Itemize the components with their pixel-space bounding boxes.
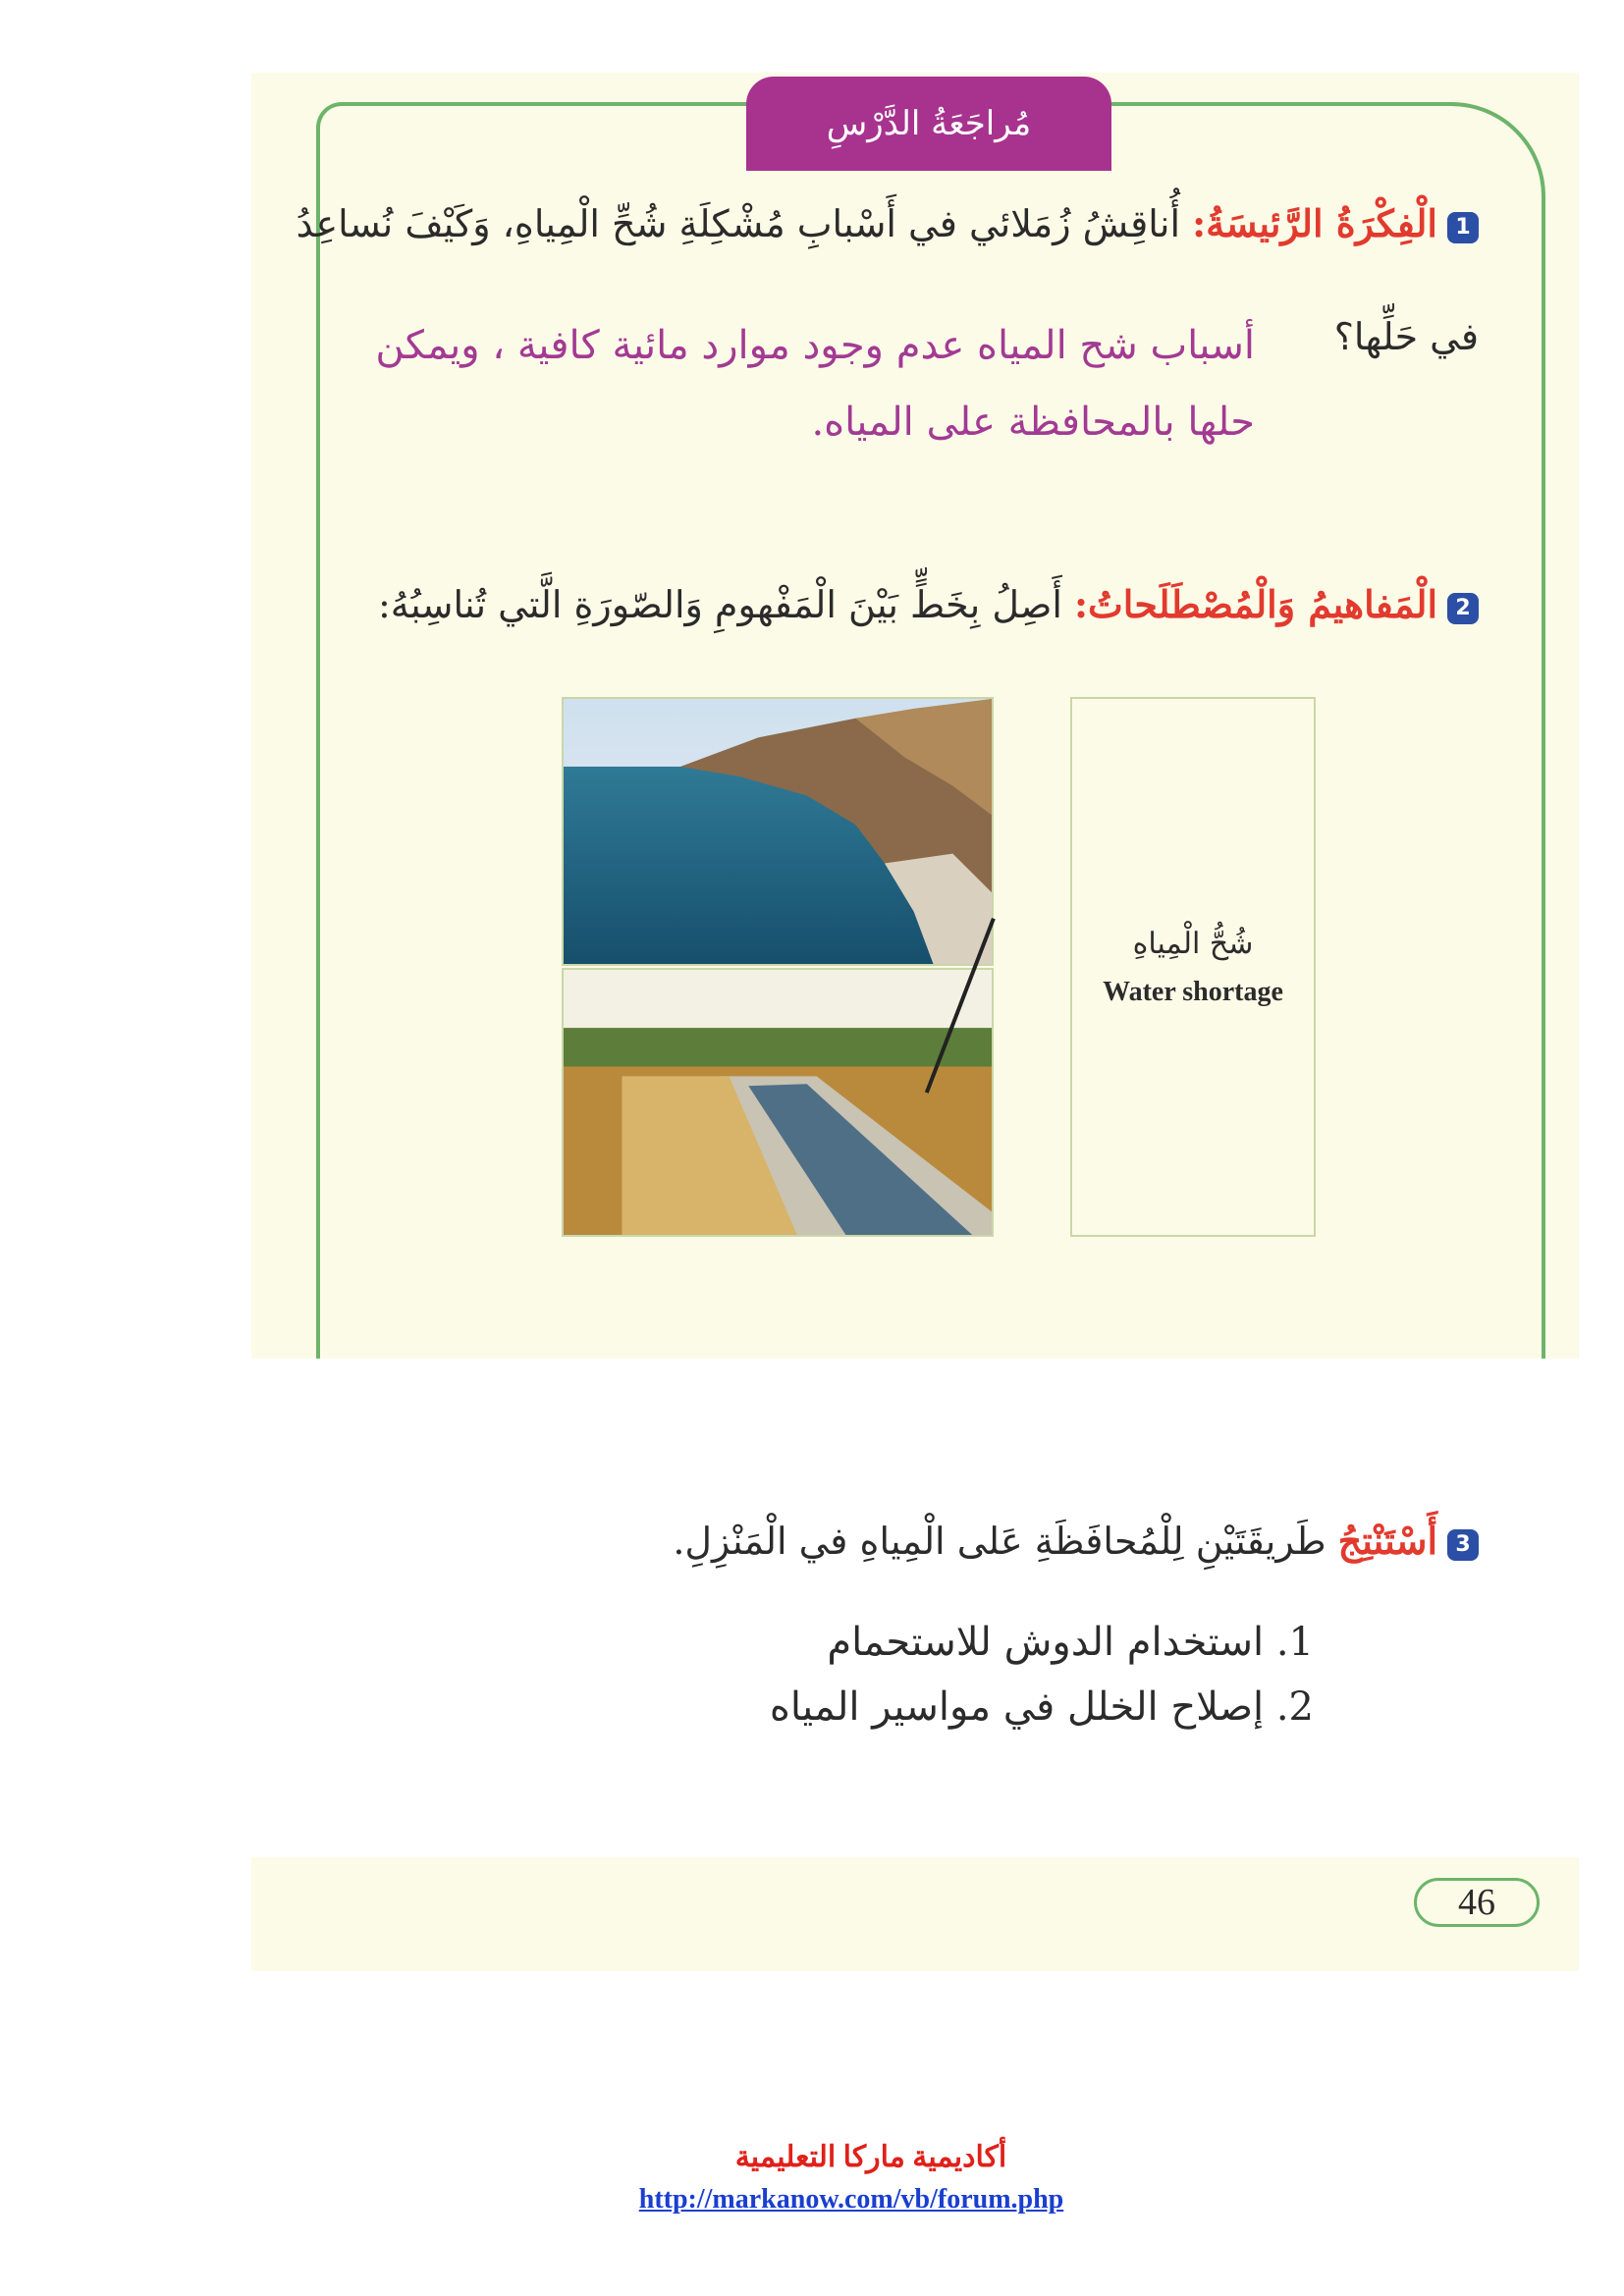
question-number-badge: 3: [1447, 1529, 1479, 1561]
question-text: أَصِلُ بِخَطٍّ بَيْنَ الْمَفْهومِ وَالصّورَةِ الَّتي تُناسِبُهُ:: [377, 583, 1074, 626]
page-number: 46: [1414, 1878, 1540, 1927]
answer-item: 2. إصلاح الخلل في مواسير المياه: [769, 1684, 1314, 1730]
dry-canal-image: [562, 968, 994, 1237]
question-text: أُناقِشُ زُمَلائي في أَسْبابِ مُشْكِلَةِ شُحِّ الْمِياهِ، وَكَيْفَ نُساعِدُ: [296, 202, 1193, 245]
answer-item: 1. استخدام الدوش للاستحمام: [827, 1620, 1314, 1665]
question-3: [673, 1514, 1479, 1569]
footer-academy-name: أكاديمية ماركا التعليمية: [734, 2141, 1007, 2173]
concept-arabic: شُحُّ الْمِياهِ: [1132, 926, 1254, 961]
page-footer-band: [251, 1857, 1579, 1971]
footer-link[interactable]: http://markanow.com/vb/forum.php: [638, 2184, 1064, 2215]
answer-1-line2: حلها بالمحافظة على المياه.: [811, 400, 1255, 445]
section-tab: [746, 77, 1111, 171]
sea-coast-image: [562, 697, 994, 966]
question-keyword: أَسْتَنْتِجُ: [1337, 1519, 1437, 1563]
answer-1-line1: أسباب شح المياه عدم وجود موارد مائية كافية ، ويمكن: [375, 323, 1255, 368]
question-number-badge: 2: [1447, 593, 1479, 624]
question-number-badge: 1: [1447, 212, 1479, 243]
question-1: [261, 196, 1479, 251]
question-1-line2: في حَلِّها؟: [1333, 315, 1479, 358]
question-2: [378, 577, 1479, 632]
answer-list: [770, 1610, 1314, 1739]
question-keyword: الْمَفاهيمُ وَالْمُصْطَلَحاتُ:: [1074, 582, 1437, 626]
concept-english: Water shortage: [1103, 976, 1283, 1007]
section-title: مُراجَعَةُ الدَّرْسِ: [826, 104, 1032, 143]
concept-box: [1070, 697, 1316, 1237]
question-keyword: الْفِكْرَةُ الرَّئيسَةُ:: [1192, 201, 1437, 245]
question-text: طَريقَتَيْنِ لِلْمُحافَظَةِ عَلى الْمِياهِ في الْمَنْزِلِ.: [673, 1520, 1338, 1563]
